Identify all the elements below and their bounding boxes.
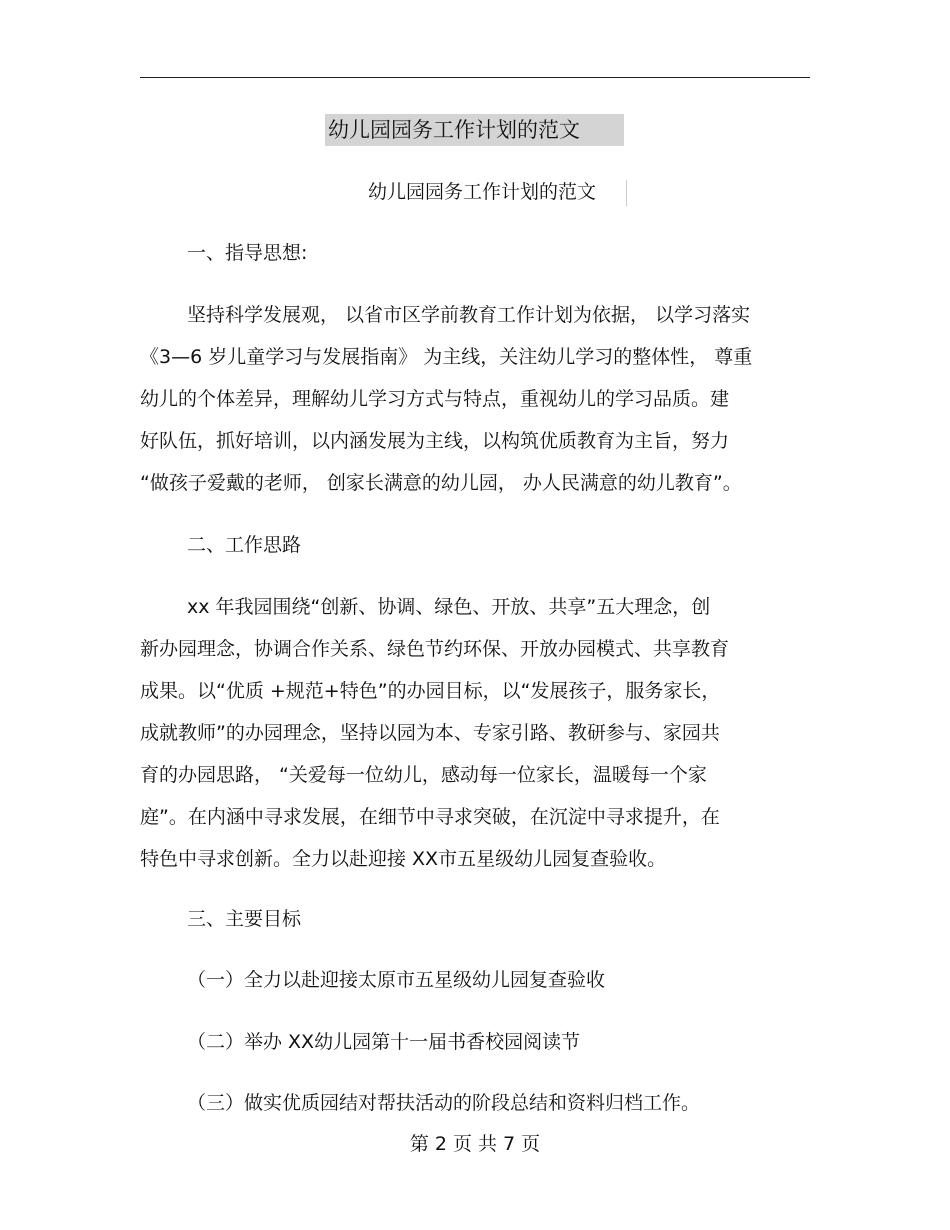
section-3-heading: 三、主要目标 [187, 908, 302, 930]
paragraph-line: xx 年我园围绕“创新、协调、绿色、开放、共享”五大理念，创 [187, 596, 711, 618]
paragraph-line: 好队伍，抓好培训，以内涵发展为主线，以构筑优质教育为主旨，努力 [140, 430, 730, 452]
text-cursor [626, 180, 627, 206]
goal-item: （三）做实优质园结对帮扶活动的阶段总结和资料归档工作。 [187, 1092, 701, 1114]
paragraph-line: 坚持科学发展观， 以省市区学前教育工作计划为依据， 以学习落实 [187, 304, 751, 326]
paragraph-line: 新办园理念，协调合作关系、绿色节约环保、开放办园模式、共享教育 [140, 638, 730, 660]
page-footer: 第 2 页 共 7 页 [409, 1133, 541, 1155]
paragraph-line: 成就教师”的办园理念，坚持以园为本、专家引路、教研参与、家园共 [140, 722, 720, 744]
paragraph-line: 育的办园思路， “关爱每一位幼儿，感动每一位家长，温暖每一个家 [140, 764, 707, 786]
paragraph-line: 幼儿的个体差异，理解幼儿学习方式与特点，重视幼儿的学习品质。建 [140, 388, 730, 410]
document-title: 幼儿园园务工作计划的范文 [328, 118, 580, 142]
paragraph-line: 庭”。在内涵中寻求发展，在细节中寻求突破，在沉淀中寻求提升，在 [140, 806, 720, 828]
section-1-heading: 一、指导思想: [187, 242, 308, 264]
goal-item: （一）全力以赴迎接太原市五星级幼儿园复查验收 [187, 969, 606, 991]
paragraph-line: 特色中寻求创新。全力以赴迎接 XX市五星级幼儿园复查验收。 [140, 848, 667, 870]
paragraph-line: “做孩子爱戴的老师， 创家长满意的幼儿园， 办人民满意的幼儿教育”。 [140, 472, 742, 494]
goal-item: （二）举办 XX幼儿园第十一届书香校园阅读节 [187, 1031, 581, 1053]
paragraph-line: 成果。以“优质 +规范+特色”的办园目标，以“发展孩子，服务家长， [140, 680, 721, 702]
document-subtitle: 幼儿园园务工作计划的范文 [368, 181, 597, 203]
section-2-heading: 二、工作思路 [187, 534, 302, 556]
paragraph-line: 《3—6 岁儿童学习与发展指南》 为主线，关注幼儿学习的整体性， 尊重 [140, 346, 753, 368]
header-rule [140, 77, 810, 78]
